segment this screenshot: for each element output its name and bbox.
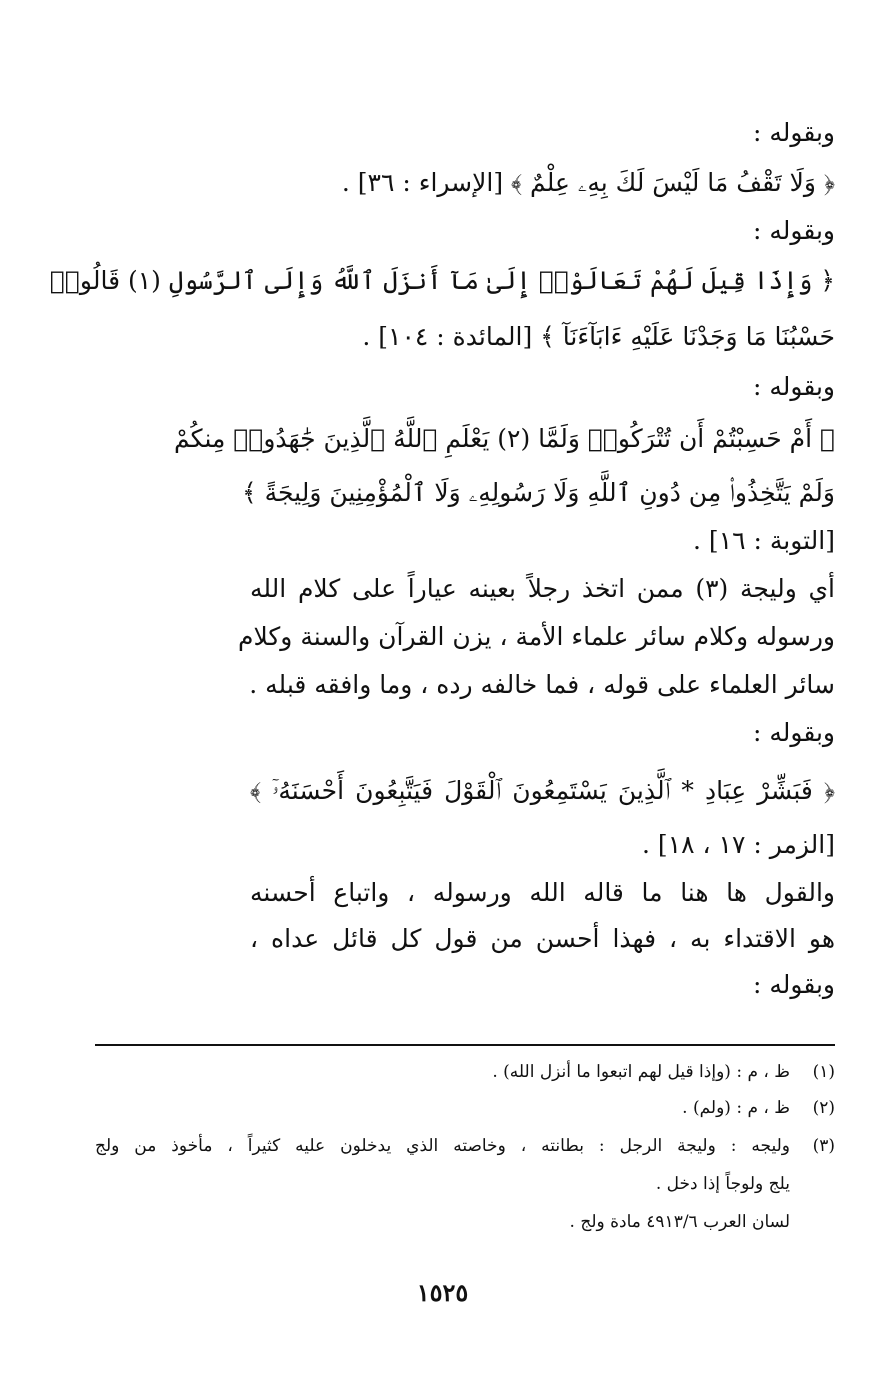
footnote-3-source: لسان العرب ٤٩١٣/٦ مادة ولج . [569, 1212, 790, 1232]
footnote-number-1: (١) [812, 1062, 835, 1082]
quran-verse-maida-line-1: ﴿ وَإِذَا قِيلَ لَهُمْ تَعَالَوْا۟ إِلَىٰ مَآ أَنزَلَ ٱللَّهُ وَإِلَى ٱلرَّسُولِ (١) قَالُوا۟ [49, 266, 835, 295]
body-line-3: وبقوله : [753, 216, 835, 245]
body-line-13: وبقوله : [753, 718, 835, 747]
body-line-16: والقول ها هنا ما قاله الله ورسوله ، واتباع أحسنه [250, 878, 835, 907]
page-number: ١٥٢٥ [416, 1278, 469, 1307]
footnote-number-2: (٢) [812, 1098, 835, 1118]
footnote-1: ظ ، م : (وإذا قيل لهم اتبعوا ما أنزل الله) . [492, 1062, 790, 1082]
footnote-2: ظ ، م : (ولم) . [682, 1098, 790, 1118]
footnote-separator [95, 1044, 835, 1046]
body-line-1: وبقوله : [753, 118, 835, 147]
quran-verse-isra: ﴿ وَلَا تَقْفُ مَا لَيْسَ لَكَ بِهِۦ عِلْمٌ ﴾ [الإسراء : ٣٦] . [341, 168, 835, 197]
verse-citation-tawba: [التوبة : ١٦] . [693, 526, 835, 555]
body-line-18: وبقوله : [753, 970, 835, 999]
quran-verse-zumar: ﴿ فَبَشِّرْ عِبَادِ * ٱلَّذِينَ يَسْتَمِعُونَ ٱلْقَوْلَ فَيَتَّبِعُونَ أَحْسَنَهُۥٓ ﴾ [250, 776, 835, 805]
body-line-17: هو الاقتداء به ، فهذا أحسن من قول كل قائل عداه ، [250, 924, 835, 953]
quran-verse-tawba-line-1: ﴿ أَمْ حَسِبْتُمْ أَن تُتْرَكُوا۟ وَلَمَّا (٢) يَعْلَمِ ٱللَّهُ ٱلَّذِينَ جَٰهَدُوا۟ مِنكُمْ [174, 424, 835, 453]
verse-citation-zumar: [الزمر : ١٧ ، ١٨] . [642, 830, 835, 859]
body-line-6: وبقوله : [753, 372, 835, 401]
footnote-number-3: (٣) [812, 1136, 835, 1156]
footnote-3: وليجه : وليجة الرجل : بطانته ، وخاصته الذي يدخلون عليه كثيراً ، مأخوذ من ولج [95, 1136, 790, 1156]
quran-verse-maida-line-2: حَسْبُنَا مَا وَجَدْنَا عَلَيْهِ ءَابَآءَنَآ ﴾ [المائدة : ١٠٤] . [362, 322, 835, 351]
body-line-11: ورسوله وكلام سائر علماء الأمة ، يزن القرآن والسنة وكلام [238, 622, 835, 651]
body-line-12: سائر العلماء على قوله ، فما خالفه رده ، وما وافقه قبله . [249, 670, 835, 699]
body-line-10: أي وليجة (٣) ممن اتخذ رجلاً بعينه عياراً على كلام الله [250, 574, 835, 603]
footnote-3-continuation: يلج ولوجاً إذا دخل . [655, 1174, 790, 1194]
quran-verse-tawba-line-2: وَلَمْ يَتَّخِذُوا۟ مِن دُونِ ٱللَّهِ وَلَا رَسُولِهِۦ وَلَا ٱلْمُؤْمِنِينَ وَلِيجَةً ﴾ [242, 478, 835, 507]
